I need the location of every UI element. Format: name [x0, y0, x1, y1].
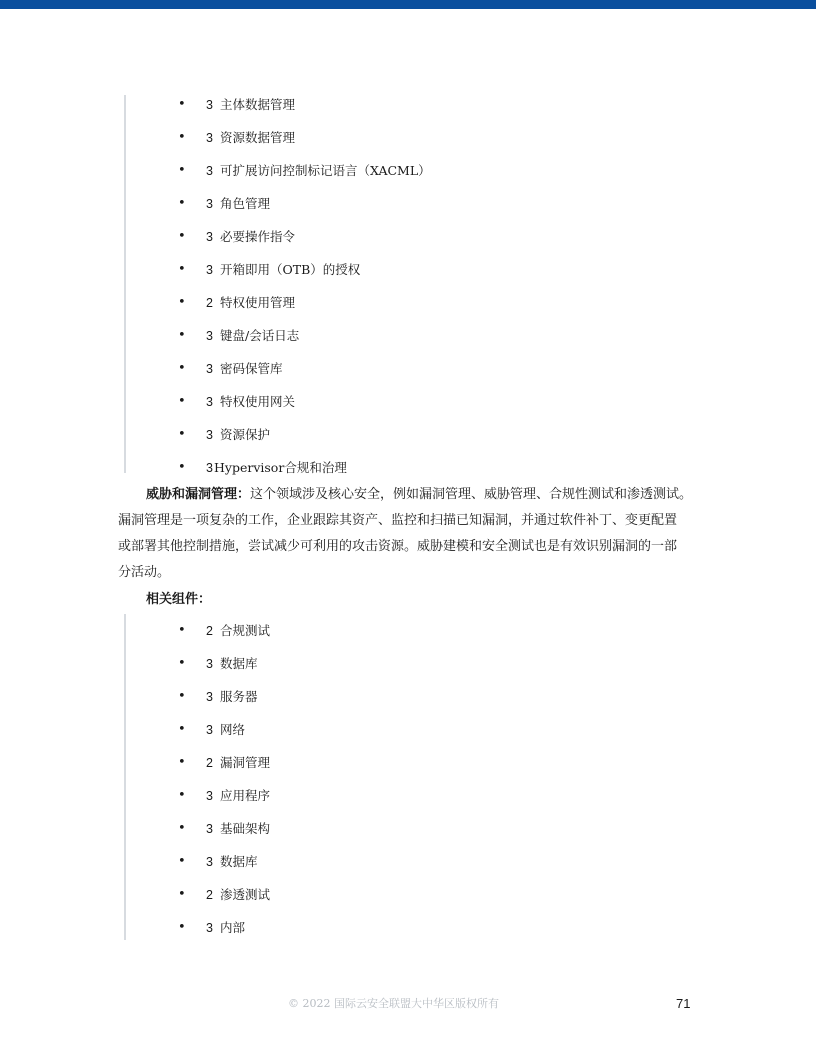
level-number: 2	[206, 296, 213, 310]
level-number: 3	[206, 822, 213, 836]
bullet-icon: •	[178, 689, 186, 704]
bullet-icon: •	[178, 788, 186, 803]
list-item-text: Hypervisor合规和治理	[214, 460, 347, 475]
list-item-text: 资源数据管理	[220, 130, 296, 145]
bullet-icon: •	[178, 163, 186, 178]
level-number: 3	[206, 131, 213, 145]
bullet-icon: •	[178, 460, 186, 475]
level-number: 2	[206, 888, 213, 902]
paragraph-lead: 威胁和漏洞管理：	[146, 487, 251, 502]
level-number: 3	[206, 461, 213, 475]
list-rule	[124, 614, 126, 940]
level-number: 3	[206, 855, 213, 869]
list-item-text: 应用程序	[220, 788, 271, 803]
level-number: 3	[206, 690, 213, 704]
list-item-text: 密码保管库	[220, 361, 283, 376]
list-item-text: 渗透测试	[220, 887, 271, 902]
header-bar	[0, 0, 816, 9]
bullet-icon: •	[178, 623, 186, 638]
level-number: 2	[206, 624, 213, 638]
list-item-text: 内部	[220, 920, 246, 935]
list-item-text: 漏洞管理	[220, 755, 271, 770]
list-item-text: 角色管理	[220, 196, 271, 211]
bullet-icon: •	[178, 295, 186, 310]
level-number: 3	[206, 789, 213, 803]
list-item-text: 必要操作指令	[220, 229, 296, 244]
bullet-icon: •	[178, 854, 186, 869]
footer-copyright: © 2022 国际云安全联盟大中华区版权所有	[288, 997, 499, 1010]
related-components-heading: 相关组件：	[146, 592, 212, 607]
level-number: 3	[206, 230, 213, 244]
level-number: 3	[206, 263, 213, 277]
level-number: 3	[206, 428, 213, 442]
list-item-text: 主体数据管理	[220, 97, 296, 112]
threat-vulnerability-paragraph	[118, 482, 698, 586]
bullet-icon: •	[178, 656, 186, 671]
list-item-text: 可扩展访问控制标记语言（XACML）	[220, 163, 431, 178]
level-number: 3	[206, 329, 213, 343]
list-item-text: 特权使用网关	[220, 394, 296, 409]
list-item-text: 数据库	[220, 854, 258, 869]
bullet-icon: •	[178, 262, 186, 277]
bullet-icon: •	[178, 196, 186, 211]
page-number: 71	[676, 996, 691, 1011]
bullet-icon: •	[178, 722, 186, 737]
level-number: 3	[206, 921, 213, 935]
paragraph-line: 漏洞管理是一项复杂的工作，企业跟踪其资产、监控和扫描已知漏洞，并通过软件补丁、变更配置	[118, 513, 678, 528]
list-item-text: 网络	[220, 722, 246, 737]
level-number: 3	[206, 362, 213, 376]
bullet-icon: •	[178, 130, 186, 145]
list-item-text: 开箱即用（OTB）的授权	[220, 262, 361, 277]
level-number: 3	[206, 164, 213, 178]
list-item-text: 资源保护	[220, 427, 271, 442]
paragraph-text: 这个领域涉及核心安全，例如漏洞管理、威胁管理、合规性测试和渗透测试。	[250, 487, 693, 502]
list-rule	[124, 95, 126, 473]
bullet-icon: •	[178, 755, 186, 770]
list-item-text: 合规测试	[220, 623, 271, 638]
bullet-icon: •	[178, 229, 186, 244]
bullet-icon: •	[178, 887, 186, 902]
list-item-text: 键盘/会话日志	[220, 328, 300, 343]
paragraph-line: 分活动。	[118, 565, 171, 580]
level-number: 3	[206, 723, 213, 737]
bullet-icon: •	[178, 97, 186, 112]
paragraph-line: 或部署其他控制措施，尝试减少可利用的攻击资源。威胁建模和安全测试也是有效识别漏洞的一部	[118, 539, 678, 554]
level-number: 3	[206, 657, 213, 671]
bullet-icon: •	[178, 821, 186, 836]
level-number: 3	[206, 395, 213, 409]
list-item-text: 服务器	[220, 689, 258, 704]
bullet-icon: •	[178, 394, 186, 409]
level-number: 2	[206, 756, 213, 770]
bullet-icon: •	[178, 328, 186, 343]
bullet-icon: •	[178, 920, 186, 935]
list-item-text: 数据库	[220, 656, 258, 671]
bullet-icon: •	[178, 361, 186, 376]
level-number: 3	[206, 98, 213, 112]
list-item-text: 特权使用管理	[220, 295, 296, 310]
bullet-icon: •	[178, 427, 186, 442]
paragraph-line	[118, 482, 698, 508]
list-item-text: 基础架构	[220, 821, 271, 836]
level-number: 3	[206, 197, 213, 211]
